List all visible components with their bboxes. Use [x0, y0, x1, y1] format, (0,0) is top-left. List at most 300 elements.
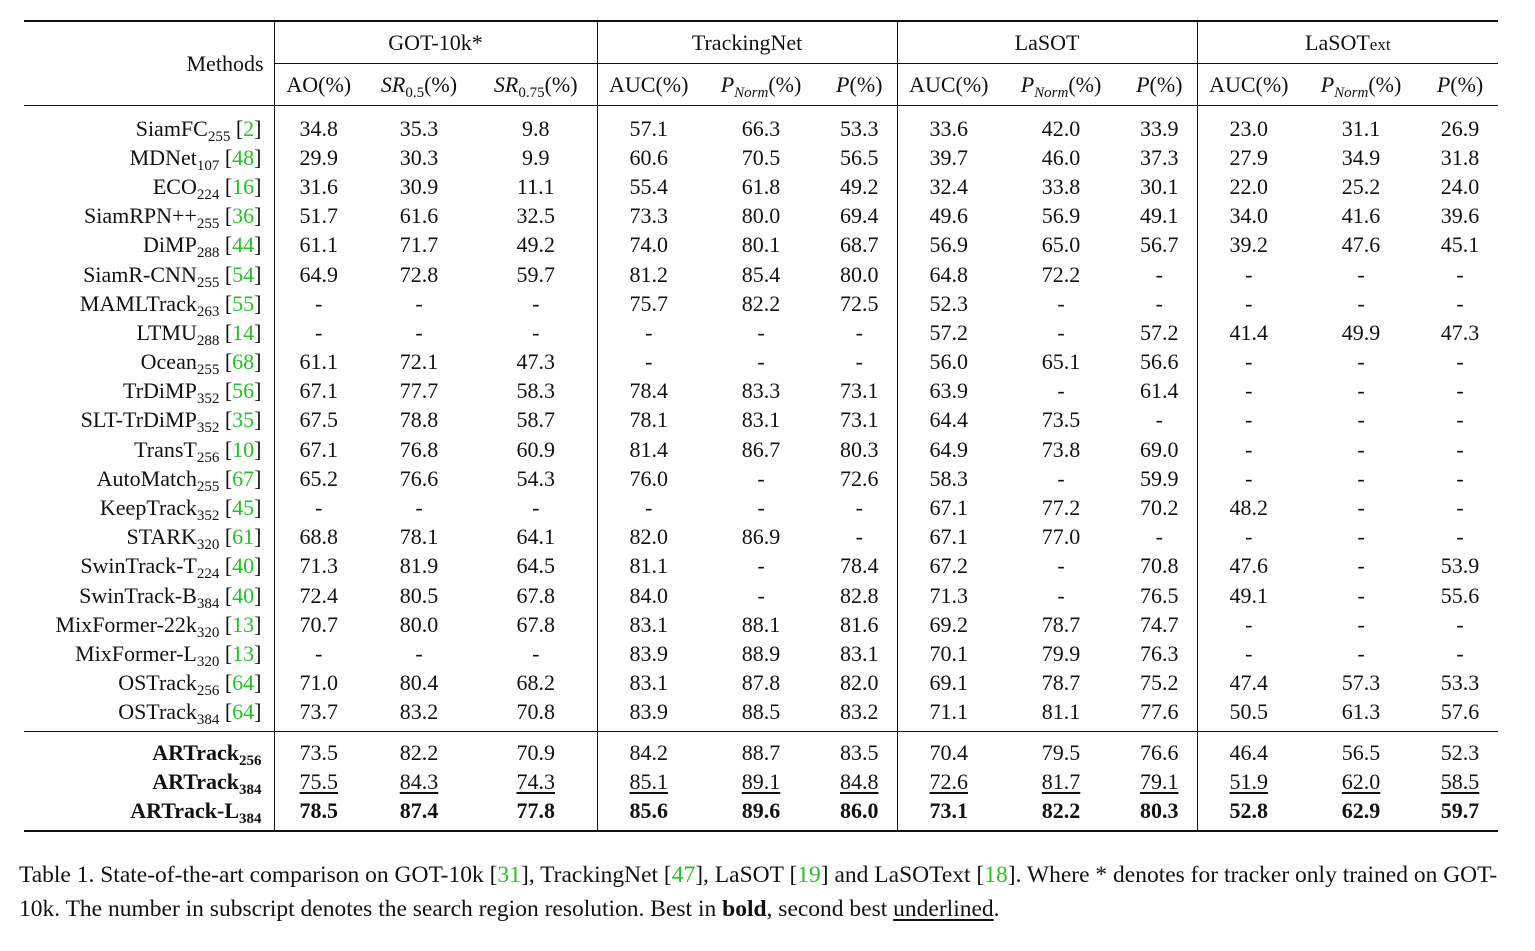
citation-link[interactable]: 35 — [232, 407, 255, 433]
metric-cell — [1422, 552, 1498, 581]
metric-value: 79.9 — [1041, 640, 1081, 666]
metric-value: 64.8 — [929, 261, 969, 287]
metric-value: - — [415, 319, 423, 345]
metric-value: - — [855, 524, 863, 550]
metric-value: 61.1 — [299, 349, 338, 375]
metric-value: 73.5 — [299, 739, 338, 765]
citation-link[interactable]: 14 — [232, 319, 255, 345]
metric-value: 84.2 — [629, 739, 668, 765]
metric-cell — [1000, 669, 1122, 698]
metric-cell — [1122, 172, 1197, 201]
metric-cell — [475, 318, 597, 347]
metric-value: - — [1357, 611, 1365, 637]
metric-value: 73.7 — [299, 699, 338, 725]
metric-value: 70.7 — [299, 611, 338, 637]
metric-cell — [1300, 172, 1422, 201]
citation-link[interactable]: 64 — [232, 670, 255, 696]
metric-cell — [1000, 767, 1122, 796]
metric-cell — [1422, 610, 1498, 639]
metric-cell — [1000, 106, 1122, 144]
metric-cell — [1422, 172, 1498, 201]
metric-cell — [1422, 767, 1498, 796]
caption-citation[interactable]: 47 — [671, 862, 696, 888]
metric-cell — [822, 581, 897, 610]
metric-header-trackingnet-2: $P_{Norm}(\%)$ — [720, 71, 802, 101]
metric-value: - — [1357, 378, 1365, 404]
citation-link[interactable]: 64 — [232, 699, 255, 725]
metric-cell — [1422, 581, 1498, 610]
citation-link[interactable]: 56 — [232, 378, 255, 404]
metric-value: - — [757, 349, 765, 375]
table-row — [24, 406, 1498, 435]
metric-cell — [363, 202, 475, 231]
citation-link[interactable]: 13 — [232, 640, 255, 666]
metric-cell — [597, 552, 700, 581]
metric-symbol: P — [836, 71, 850, 97]
metric-cell — [1000, 260, 1122, 289]
metric-value: 53.9 — [1440, 553, 1480, 579]
metric-cell — [597, 698, 700, 732]
metric-value: 74.0 — [629, 232, 668, 258]
metric-cell — [1197, 731, 1300, 767]
metric-value: 64.1 — [516, 524, 555, 550]
metric-cell — [822, 493, 897, 522]
resolution-subscript: 255 — [207, 128, 231, 145]
metric-value: 80.0 — [741, 203, 781, 229]
metric-cell — [475, 493, 597, 522]
metric-value: - — [532, 495, 540, 521]
metric-cell — [822, 202, 897, 231]
citation-link[interactable]: 54 — [232, 261, 255, 287]
method-name: KeepTrack$_{352}$ [45] — [24, 493, 274, 522]
metric-value: 76.5 — [1140, 582, 1179, 608]
metric-cell — [897, 231, 1000, 260]
metric-value: 62.0 — [1341, 768, 1381, 794]
metric-cell — [897, 767, 1000, 796]
metric-cell — [363, 106, 475, 144]
metric-value: 46.4 — [1229, 739, 1269, 765]
metric-cell — [1422, 698, 1498, 732]
metric-cell — [897, 377, 1000, 406]
metric-cell — [1000, 552, 1122, 581]
citation-link[interactable]: 40 — [232, 553, 255, 579]
metric-cell — [1300, 260, 1422, 289]
metric-value: 26.9 — [1440, 115, 1480, 141]
metric-cell — [597, 143, 700, 172]
metric-value: 56.5 — [1341, 739, 1381, 765]
metric-cell — [1300, 377, 1422, 406]
metric-value: 35.3 — [399, 115, 439, 141]
citation-link[interactable]: 10 — [232, 436, 255, 462]
resolution-subscript: 384 — [239, 781, 262, 798]
metric-cell — [700, 581, 822, 610]
metric-value: 81.1 — [629, 553, 668, 579]
metric-value: 64.9 — [299, 261, 338, 287]
metric-value: 63.9 — [929, 378, 969, 404]
metric-value: - — [1057, 290, 1065, 316]
metric-value: 57.3 — [1341, 670, 1381, 696]
metric-cell — [363, 289, 475, 318]
caption-citation[interactable]: 19 — [797, 862, 821, 888]
metric-value: 57.2 — [929, 319, 969, 345]
metric-cell — [700, 348, 822, 377]
metric-value: 47.3 — [1440, 319, 1480, 345]
metric-cell — [475, 143, 597, 172]
metric-value: 73.5 — [1041, 407, 1081, 433]
metric-value: 72.6 — [840, 465, 879, 491]
table-row — [24, 143, 1498, 172]
metric-value: 59.7 — [1440, 797, 1480, 823]
method-name: OSTrack$_{256}$ [64] — [24, 669, 274, 698]
metric-value: 55.4 — [629, 173, 668, 199]
method-name: SwinTrack-$T_{224}$ [40] — [24, 552, 274, 581]
metric-cell — [822, 143, 897, 172]
metric-value: 77.6 — [1140, 699, 1179, 725]
metric-cell — [822, 523, 897, 552]
metric-cell — [1300, 464, 1422, 493]
metric-value: - — [315, 640, 323, 666]
metric-cell — [1122, 698, 1197, 732]
metric-cell — [1197, 143, 1300, 172]
metric-cell — [1197, 260, 1300, 289]
metric-value: - — [1057, 582, 1065, 608]
metric-cell — [1000, 610, 1122, 639]
metric-value: 25.2 — [1341, 173, 1381, 199]
resolution-subscript: 224 — [196, 566, 220, 583]
metric-cell — [274, 493, 363, 522]
resolution-subscript: 384 — [239, 810, 262, 827]
resolution-subscript: 320 — [196, 624, 220, 641]
metric-cell — [274, 435, 363, 464]
metric-value: 51.9 — [1229, 768, 1269, 794]
metric-cell — [475, 260, 597, 289]
metric-cell — [897, 639, 1000, 668]
metric-value: 9.8 — [522, 115, 550, 141]
metric-cell — [363, 639, 475, 668]
metric-value: 34.0 — [1229, 203, 1269, 229]
metric-cell — [274, 610, 363, 639]
metric-cell — [274, 348, 363, 377]
metric-cell — [597, 639, 700, 668]
metric-cell — [700, 493, 822, 522]
metric-value: 56.5 — [840, 144, 879, 170]
metric-value: 34.9 — [1341, 144, 1381, 170]
metric-cell — [274, 318, 363, 347]
metric-value: 49.9 — [1341, 319, 1381, 345]
metric-cell — [822, 406, 897, 435]
metric-value: 76.8 — [399, 436, 439, 462]
metric-cell — [1422, 523, 1498, 552]
metric-value: 83.9 — [629, 640, 668, 666]
caption-text: Table 1. State-of-the-art comparison on GOT-10k [ — [19, 862, 498, 888]
metric-value: - — [1155, 524, 1163, 550]
metric-value: - — [415, 495, 423, 521]
metric-value: - — [757, 582, 765, 608]
table-row — [24, 552, 1498, 581]
metric-cell — [363, 552, 475, 581]
group-header-row — [24, 21, 1498, 64]
metric-value: 83.1 — [741, 407, 781, 433]
metric-value: 58.3 — [929, 465, 969, 491]
caption-text: , second best — [766, 896, 894, 922]
lasotext-group-label: LaSOText — [1305, 29, 1391, 55]
metric-value: 56.9 — [1041, 203, 1081, 229]
metric-value: 32.5 — [516, 203, 555, 229]
metric-symbol: SR — [493, 71, 519, 97]
citation-link[interactable]: 61 — [232, 524, 255, 550]
caption-citation[interactable]: 18 — [984, 862, 1008, 888]
metric-value: 47.6 — [1229, 553, 1269, 579]
metric-cell — [1122, 639, 1197, 668]
metric-value: - — [1057, 465, 1065, 491]
metric-cell — [1122, 552, 1197, 581]
group-header-lasotext — [1197, 21, 1498, 64]
table-row — [24, 435, 1498, 464]
metric-cell — [1122, 348, 1197, 377]
metric-cell — [700, 698, 822, 732]
metric-value: 89.1 — [741, 768, 781, 794]
metric-value: 58.5 — [1440, 768, 1480, 794]
metric-cell — [700, 669, 822, 698]
metric-cell — [897, 406, 1000, 435]
citation-link[interactable]: 55 — [232, 290, 255, 316]
metric-cell — [1197, 406, 1300, 435]
metric-cell — [897, 464, 1000, 493]
metric-cell — [1197, 348, 1300, 377]
metric-cell — [363, 172, 475, 201]
metric-cell — [475, 669, 597, 698]
caption-underlined-word: underlined — [893, 896, 994, 922]
methods-header: Methods — [24, 21, 274, 106]
metric-value: - — [1057, 378, 1065, 404]
metric-cell — [475, 767, 597, 796]
metric-cell — [597, 581, 700, 610]
metric-cell — [1000, 435, 1122, 464]
metric-value: 73.1 — [929, 797, 969, 823]
metric-cell — [700, 406, 822, 435]
metric-value: 64.5 — [516, 553, 555, 579]
metric-value: - — [757, 495, 765, 521]
citation-link[interactable]: 45 — [232, 495, 255, 521]
resolution-subscript: 352 — [196, 420, 220, 437]
metric-value: 86.0 — [840, 797, 879, 823]
metric-cell — [1300, 698, 1422, 732]
metric-cell — [1000, 406, 1122, 435]
metric-value: 76.6 — [399, 465, 439, 491]
resolution-subscript: 256 — [196, 683, 220, 700]
caption-text: ], TrackingNet [ — [520, 862, 672, 888]
metric-value: - — [1456, 349, 1464, 375]
metric-value: 48.2 — [1229, 495, 1269, 521]
metric-header-trackingnet-1: AUC(%) — [609, 71, 689, 97]
metric-cell — [1197, 435, 1300, 464]
metric-value: 53.3 — [1440, 670, 1480, 696]
metric-cell — [274, 581, 363, 610]
metric-cell — [1300, 767, 1422, 796]
metric-cell — [822, 610, 897, 639]
metric-value: - — [532, 319, 540, 345]
metric-value: 24.0 — [1440, 173, 1480, 199]
metric-cell — [1300, 318, 1422, 347]
metric-value: - — [1456, 407, 1464, 433]
baseline-rows — [24, 106, 1498, 732]
metric-cell — [363, 731, 475, 767]
metric-value: 64.4 — [929, 407, 969, 433]
metric-value: 73.8 — [1041, 436, 1081, 462]
metric-value: 61.6 — [399, 203, 439, 229]
metric-cell — [1197, 581, 1300, 610]
table-row — [24, 493, 1498, 522]
citation-link[interactable]: 48 — [232, 144, 255, 170]
metric-value: 81.2 — [629, 261, 668, 287]
citation-link[interactable]: 36 — [232, 203, 255, 229]
metric-value: 70.2 — [1140, 495, 1179, 521]
metric-cell — [1000, 493, 1122, 522]
metric-cell — [1300, 610, 1422, 639]
metric-cell — [1000, 231, 1122, 260]
metric-header-lasot-2: $P_{Norm}(\%)$ — [1020, 71, 1102, 101]
metric-value: - — [645, 495, 653, 521]
citation-link[interactable]: 16 — [232, 173, 255, 199]
metric-value: 22.0 — [1229, 173, 1269, 199]
metric-value: 45.1 — [1440, 232, 1480, 258]
metric-value: - — [1245, 524, 1253, 550]
metric-value: 67.1 — [299, 436, 338, 462]
metric-cell — [1300, 231, 1422, 260]
metric-value: 56.7 — [1140, 232, 1179, 258]
metric-cell — [700, 377, 822, 406]
metric-cell — [1422, 377, 1498, 406]
method-name: MAMLTrack$_{263}$ [55] — [24, 289, 274, 318]
metric-cell — [700, 143, 822, 172]
metric-value: 82.8 — [840, 582, 879, 608]
metric-value: 72.2 — [1041, 261, 1081, 287]
metric-cell — [1197, 796, 1300, 830]
metric-cell — [597, 669, 700, 698]
metric-value: 69.1 — [929, 670, 969, 696]
table-row — [24, 289, 1498, 318]
metric-cell — [700, 552, 822, 581]
citation-link[interactable]: 2 — [243, 115, 255, 141]
citation-link[interactable]: 68 — [232, 349, 255, 375]
metric-cell — [1000, 143, 1122, 172]
metric-cell — [475, 348, 597, 377]
metric-value: - — [1057, 319, 1065, 345]
metric-cell — [274, 231, 363, 260]
metric-cell — [897, 143, 1000, 172]
metric-cell — [363, 698, 475, 732]
metric-value: - — [1155, 407, 1163, 433]
metric-value: 69.2 — [929, 611, 969, 637]
metric-cell — [475, 610, 597, 639]
resolution-subscript: 288 — [196, 245, 220, 262]
citation-link[interactable]: 44 — [232, 232, 255, 258]
metric-cell — [1197, 523, 1300, 552]
metric-cell — [700, 231, 822, 260]
metric-cell — [363, 143, 475, 172]
metric-value: 81.6 — [840, 611, 879, 637]
resolution-subscript: 255 — [196, 478, 220, 495]
metric-cell — [363, 610, 475, 639]
table-row — [24, 610, 1498, 639]
metric-cell — [475, 552, 597, 581]
metric-cell — [1422, 731, 1498, 767]
metric-value: 83.3 — [741, 378, 781, 404]
metric-cell — [1197, 639, 1300, 668]
metric-cell — [1197, 289, 1300, 318]
metric-cell — [475, 464, 597, 493]
metric-cell — [1300, 639, 1422, 668]
table-row — [24, 106, 1498, 144]
metric-value: - — [1357, 261, 1365, 287]
metric-cell — [897, 493, 1000, 522]
citation-link[interactable]: 67 — [232, 465, 255, 491]
metric-header-got10k-2: $SR_{0.5}(\%)$ — [380, 71, 458, 101]
resolution-subscript: 352 — [196, 391, 220, 408]
metric-cell — [597, 406, 700, 435]
metric-cell — [1000, 523, 1122, 552]
metric-cell — [1197, 231, 1300, 260]
caption-citation[interactable]: 31 — [497, 862, 521, 888]
metric-cell — [1422, 260, 1498, 289]
metric-symbol: P — [720, 71, 735, 97]
resolution-subscript: 255 — [196, 274, 220, 291]
metric-value: - — [757, 319, 765, 345]
metric-value: 72.1 — [399, 349, 439, 375]
metric-cell — [897, 348, 1000, 377]
metric-value: 30.1 — [1140, 173, 1179, 199]
resolution-subscript: 107 — [196, 157, 220, 174]
metric-value: - — [855, 349, 863, 375]
metric-value: 83.1 — [629, 670, 668, 696]
metric-cell — [897, 435, 1000, 464]
metric-cell — [1122, 523, 1197, 552]
metric-value: 82.2 — [741, 290, 781, 316]
metric-value: 74.7 — [1140, 611, 1179, 637]
citation-link[interactable]: 40 — [232, 582, 255, 608]
metric-cell — [897, 796, 1000, 830]
metric-value: - — [1357, 640, 1365, 666]
metric-value: 60.6 — [629, 144, 668, 170]
metric-value: 11.1 — [516, 173, 555, 199]
metric-cell — [363, 231, 475, 260]
metric-cell — [1000, 377, 1122, 406]
metric-cell — [1000, 464, 1122, 493]
table-row — [24, 377, 1498, 406]
metric-cell — [1422, 231, 1498, 260]
metric-cell — [897, 552, 1000, 581]
metric-value: 81.9 — [399, 553, 439, 579]
metric-cell — [1422, 202, 1498, 231]
citation-link[interactable]: 13 — [232, 611, 255, 637]
metric-cell — [274, 106, 363, 144]
metric-value: 78.1 — [399, 524, 439, 550]
metric-cell — [1122, 377, 1197, 406]
metric-cell — [597, 348, 700, 377]
metric-cell — [274, 406, 363, 435]
artrack-row — [24, 731, 1498, 767]
metric-value: - — [1456, 495, 1464, 521]
metric-cell — [700, 289, 822, 318]
metric-value: 58.7 — [516, 407, 555, 433]
metric-cell — [363, 581, 475, 610]
metric-cell — [1000, 202, 1122, 231]
metric-value: 80.3 — [840, 436, 879, 462]
metric-value: 87.4 — [399, 797, 439, 823]
metric-value: 52.3 — [1440, 739, 1480, 765]
metric-value: 78.1 — [629, 407, 668, 433]
table-row — [24, 523, 1498, 552]
